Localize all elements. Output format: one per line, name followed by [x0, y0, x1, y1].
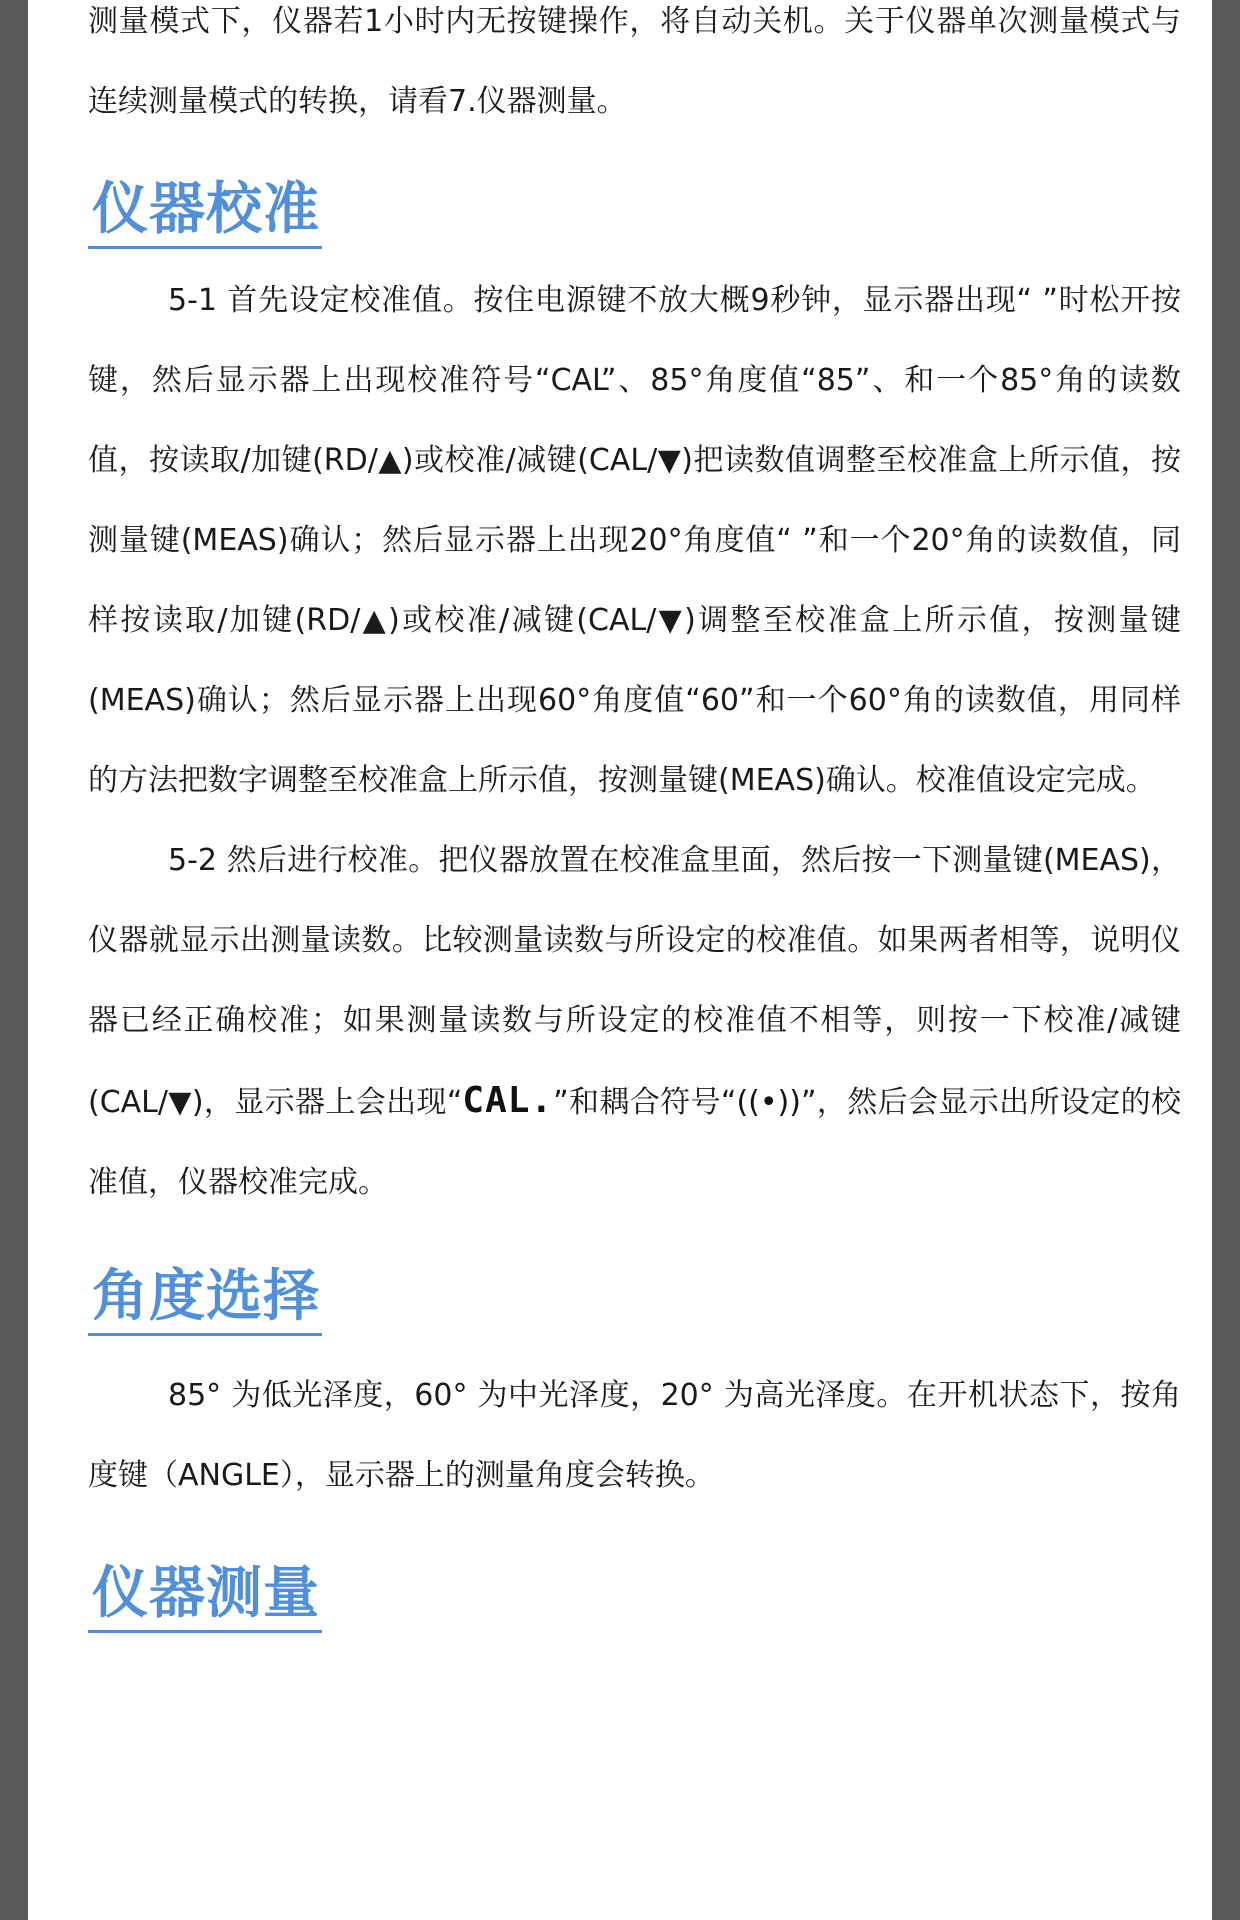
calibration-paragraph-1: 5-1 首先设定校准值。按住电源键不放大概9秒钟，显示器出现“ ”时松开按键，然后显示器上出现校准符号“CAL”、85°角度值“85”、和一个85°角的读数值，按读取/加键(RD/▲)或校准/减键(CAL/▼)把读数值调整至校准盒上所示值，按测量键(MEAS)确认；然后显示器上出现20°角度值“ ”和一个20°角的读数值，同样按读取/加键(RD/▲)或校准/减键(CAL/▼)调整至校准盒上所示值，按测量键(MEAS)确认；然后显示器上出现60°角度值“60”和一个60°角的读数值，用同样的方法把数字调整至校准盒上所示值，按测量键(MEAS)确认。校准值设定完成。 [88, 283, 1181, 798]
coupling-symbol-icon: ((•)) [736, 1085, 801, 1120]
measure-heading-wrap [88, 1558, 1181, 1633]
intro-paragraph: 测量模式下，仪器若1小时内无按键操作，将自动关机。关于仪器单次测量模式与连续测量模式的转换，请看7.仪器测量。 [88, 4, 1181, 119]
angle-paragraph: 85° 为低光泽度，60° 为中光泽度，20° 为高光泽度。在开机状态下，按角度键（ANGLE），显示器上的测量角度会转换。 [88, 1378, 1181, 1493]
calibration-paragraph-2-part-1: 5-2 然后进行校准。把仪器放置在校准盒里面，然后按一下测量键(MEAS)，仪器就显示出测量读数。比较测量读数与所设定的校准值。如果两者相等，说明仪器已经正确校准；如果测量读数与所设定的校准值不相等，则按一下校准/减键(CAL/▼)，显示器上会出现“ [88, 843, 1181, 1120]
document-content [88, 0, 1181, 1633]
calibration-heading-wrap [88, 174, 1181, 249]
angle-heading-wrap [88, 1261, 1181, 1336]
lcd-cal-symbol: CAL. [462, 1080, 554, 1121]
section-heading-angle: 角度选择 [88, 1261, 322, 1336]
calibration-paragraph-2-part-3: ”，然后会显示出所设定的校准值，仪器校准完成。 [88, 1085, 1181, 1200]
section-heading-measure: 仪器测量 [88, 1558, 322, 1633]
section-heading-calibration: 仪器校准 [88, 174, 322, 249]
document-page [28, 0, 1212, 1920]
calibration-paragraph-2 [88, 821, 1181, 1223]
calibration-paragraph-2-part-2: ”和耦合符号“ [553, 1085, 737, 1120]
